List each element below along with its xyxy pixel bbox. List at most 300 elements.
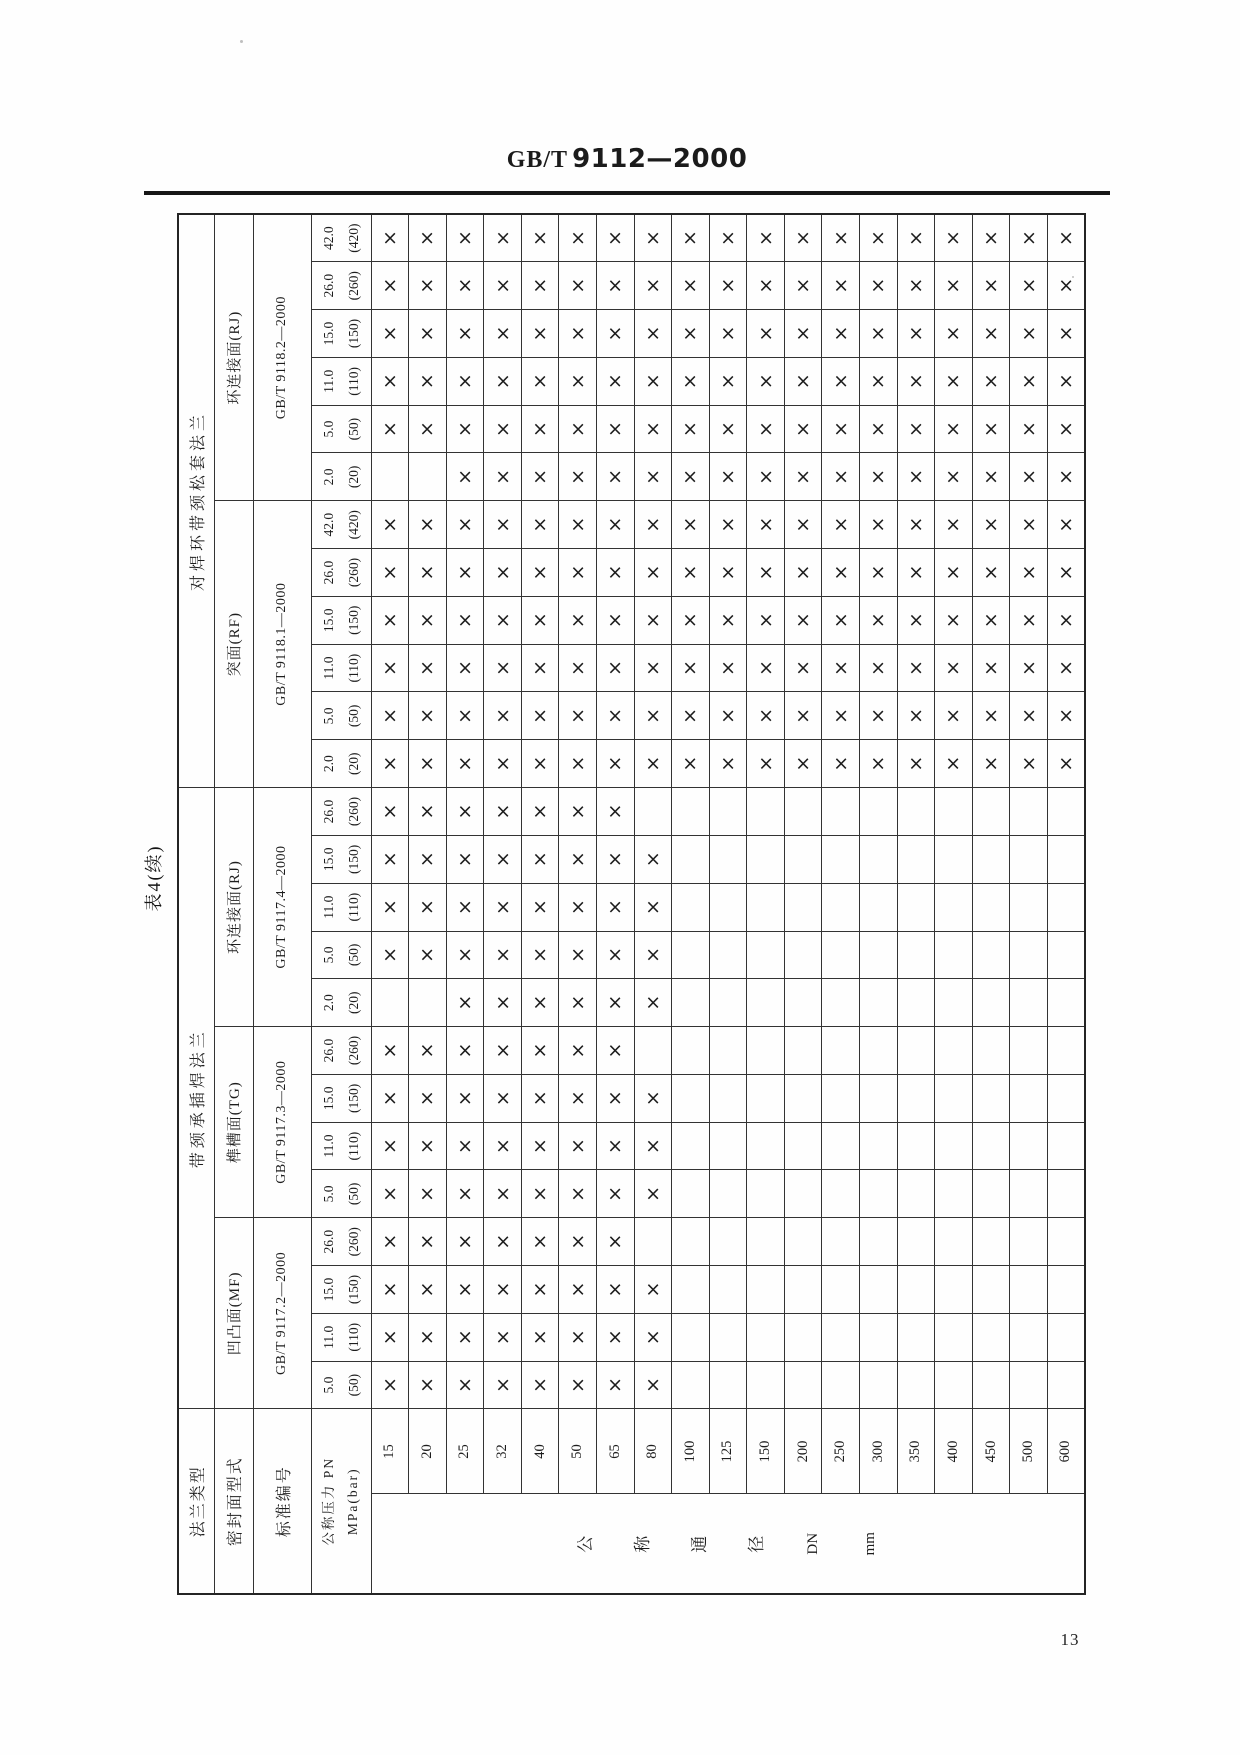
availability-mark-cell: × [371,931,409,979]
availability-mark-cell: × [784,596,822,644]
availability-mark-cell: × [484,1313,522,1361]
availability-empty-cell [371,979,409,1027]
availability-empty-cell [747,835,785,883]
pressure-value-line: 2.0 [321,755,336,773]
availability-mark-cell: × [596,1170,634,1218]
availability-mark-cell: × [371,883,409,931]
dn-value-cell: 50 [559,1409,597,1494]
availability-mark-cell: × [596,262,634,310]
dn-value-cell: 125 [709,1409,747,1494]
pressure-value-line: (150) [346,1083,361,1113]
availability-mark-cell: × [784,262,822,310]
availability-mark-cell: × [521,214,559,262]
availability-empty-cell [1010,1074,1048,1122]
availability-mark-cell: × [484,549,522,597]
availability-empty-cell [972,1313,1010,1361]
availability-empty-cell [860,931,898,979]
pressure-value-cell [311,644,371,692]
availability-mark-cell: × [634,214,672,262]
availability-mark-cell: × [596,405,634,453]
availability-mark-cell: × [822,740,860,788]
pressure-value-cell [311,501,371,549]
pressure-value-line: (20) [346,465,361,489]
availability-empty-cell [1047,1218,1085,1266]
availability-empty-cell [784,979,822,1027]
availability-mark-cell: × [709,740,747,788]
availability-mark-cell: × [822,214,860,262]
pressure-value-line: (260) [346,796,361,827]
availability-mark-cell: × [409,549,447,597]
availability-empty-cell [1010,931,1048,979]
availability-mark-cell: × [747,310,785,358]
availability-mark-cell: × [897,357,935,405]
availability-mark-cell: × [521,931,559,979]
pressure-value-cell [311,1266,371,1314]
table-row [178,214,214,1594]
availability-empty-cell [747,1361,785,1409]
availability-mark-cell: × [634,310,672,358]
availability-mark-cell: × [521,835,559,883]
availability-mark-cell: × [484,979,522,1027]
availability-empty-cell [672,1266,710,1314]
availability-mark-cell: × [521,883,559,931]
availability-empty-cell [672,979,710,1027]
facing-0: 凹凸面(MF) [214,1218,253,1409]
availability-mark-cell: × [1010,692,1048,740]
availability-empty-cell [784,883,822,931]
pressure-value-line: 11.0 [321,369,336,393]
table-row [972,214,1010,1594]
availability-mark-cell: × [484,501,522,549]
pressure-value-line: 11.0 [321,1134,336,1158]
availability-mark-cell: × [484,1361,522,1409]
availability-mark-cell: × [972,596,1010,644]
availability-empty-cell [784,1074,822,1122]
availability-empty-cell [1047,1170,1085,1218]
availability-mark-cell: × [935,596,973,644]
availability-mark-cell: × [596,740,634,788]
availability-mark-cell: × [371,405,409,453]
availability-empty-cell [897,1266,935,1314]
availability-empty-cell [747,883,785,931]
availability-mark-cell: × [559,1266,597,1314]
availability-mark-cell: × [409,1170,447,1218]
availability-mark-cell: × [672,549,710,597]
availability-mark-cell: × [935,214,973,262]
availability-mark-cell: × [1010,405,1048,453]
availability-mark-cell: × [559,644,597,692]
table-row [1010,214,1048,1594]
availability-mark-cell: × [596,596,634,644]
availability-mark-cell: × [521,596,559,644]
pressure-value-line: (50) [346,1373,361,1397]
availability-mark-cell: × [634,931,672,979]
availability-mark-cell: × [596,310,634,358]
availability-mark-cell: × [484,835,522,883]
availability-empty-cell [972,1074,1010,1122]
availability-empty-cell [822,1266,860,1314]
availability-empty-cell [822,788,860,836]
availability-mark-cell: × [1010,740,1048,788]
availability-mark-cell: × [634,1122,672,1170]
availability-empty-cell [1010,1266,1048,1314]
availability-mark-cell: × [897,262,935,310]
availability-empty-cell [935,979,973,1027]
availability-mark-cell: × [935,453,973,501]
availability-empty-cell [709,1122,747,1170]
availability-mark-cell: × [446,357,484,405]
availability-mark-cell: × [709,262,747,310]
availability-mark-cell: × [784,692,822,740]
rotated-table-area [140,215,1084,1595]
availability-empty-cell [1047,788,1085,836]
availability-empty-cell [672,1027,710,1075]
availability-empty-cell [1047,1361,1085,1409]
availability-mark-cell: × [672,214,710,262]
availability-mark-cell: × [860,501,898,549]
availability-mark-cell: × [747,692,785,740]
dn-value-cell: 400 [935,1409,973,1494]
availability-mark-cell: × [709,644,747,692]
availability-empty-cell [409,979,447,1027]
availability-empty-cell [822,1361,860,1409]
availability-empty-cell [935,1074,973,1122]
availability-mark-cell: × [559,931,597,979]
pressure-value-cell [311,310,371,358]
availability-mark-cell: × [409,692,447,740]
availability-mark-cell: × [484,692,522,740]
availability-empty-cell [1010,979,1048,1027]
availability-mark-cell: × [371,549,409,597]
availability-mark-cell: × [1047,740,1085,788]
table-row [1047,214,1085,1594]
availability-empty-cell [1010,1170,1048,1218]
flange-group-1: 对焊环带颈松套法兰 [178,214,214,788]
availability-mark-cell: × [409,405,447,453]
availability-mark-cell: × [747,644,785,692]
availability-empty-cell [784,835,822,883]
availability-mark-cell: × [484,596,522,644]
availability-mark-cell: × [371,1074,409,1122]
availability-empty-cell [972,931,1010,979]
availability-mark-cell: × [860,405,898,453]
standard-code-prefix: GB/T [506,147,569,173]
availability-mark-cell: × [972,644,1010,692]
pressure-value-line: 26.0 [321,273,336,298]
availability-mark-cell: × [409,644,447,692]
availability-mark-cell: × [521,501,559,549]
availability-empty-cell [935,1361,973,1409]
availability-mark-cell: × [521,1313,559,1361]
availability-mark-cell: × [784,405,822,453]
pressure-value-line: 11.0 [321,656,336,680]
availability-empty-cell [860,883,898,931]
availability-mark-cell: × [1047,596,1085,644]
availability-mark-cell: × [1047,357,1085,405]
availability-mark-cell: × [634,596,672,644]
availability-mark-cell: × [822,501,860,549]
availability-mark-cell: × [784,357,822,405]
availability-empty-cell [784,1218,822,1266]
pressure-value-line: 5.0 [321,946,336,964]
facing-1: 榫槽面(TG) [214,1027,253,1218]
label-nominal-pressure [311,1409,371,1594]
availability-mark-cell: × [446,596,484,644]
availability-mark-cell: × [634,644,672,692]
availability-mark-cell: × [371,788,409,836]
availability-mark-cell: × [371,214,409,262]
pressure-value-line: (150) [346,605,361,635]
availability-mark-cell: × [634,740,672,788]
page-number: 13 [1060,1630,1080,1649]
availability-mark-cell: × [784,740,822,788]
availability-mark-cell: × [1010,357,1048,405]
availability-mark-cell: × [559,1122,597,1170]
availability-empty-cell [860,1313,898,1361]
pressure-value-line: 26.0 [321,799,336,824]
availability-mark-cell: × [709,214,747,262]
availability-mark-cell: × [784,644,822,692]
availability-mark-cell: × [371,1266,409,1314]
availability-mark-cell: × [709,501,747,549]
availability-mark-cell: × [672,596,710,644]
availability-mark-cell: × [559,979,597,1027]
availability-mark-cell: × [409,1027,447,1075]
availability-mark-cell: × [747,357,785,405]
availability-mark-cell: × [596,692,634,740]
availability-mark-cell: × [672,453,710,501]
availability-empty-cell [972,1027,1010,1075]
pressure-value-line: (420) [346,223,361,253]
pressure-value-cell [311,692,371,740]
availability-mark-cell: × [672,262,710,310]
availability-mark-cell: × [484,740,522,788]
availability-empty-cell [972,979,1010,1027]
availability-mark-cell: × [897,405,935,453]
availability-empty-cell [709,1170,747,1218]
availability-mark-cell: × [446,1170,484,1218]
availability-mark-cell: × [634,1361,672,1409]
availability-empty-cell [897,835,935,883]
availability-mark-cell: × [672,501,710,549]
availability-empty-cell [822,1218,860,1266]
availability-mark-cell: × [521,1122,559,1170]
availability-mark-cell: × [596,644,634,692]
pressure-value-line: (150) [346,318,361,349]
label-flange-type: 法兰类型 [178,1409,214,1594]
availability-empty-cell [897,979,935,1027]
availability-mark-cell: × [972,549,1010,597]
availability-mark-cell: × [709,596,747,644]
nominal-diameter-char: 公 [575,1534,595,1553]
availability-empty-cell [822,1313,860,1361]
availability-empty-cell [935,1170,973,1218]
nominal-diameter-char: mm [861,1532,878,1556]
availability-mark-cell: × [484,405,522,453]
availability-mark-cell: × [484,931,522,979]
availability-empty-cell [672,883,710,931]
pressure-value-cell [311,357,371,405]
availability-mark-cell: × [409,596,447,644]
availability-empty-cell [935,788,973,836]
availability-mark-cell: × [371,1170,409,1218]
availability-empty-cell [972,1218,1010,1266]
availability-mark-cell: × [860,644,898,692]
pressure-value-line: (50) [346,417,361,441]
availability-mark-cell: × [559,405,597,453]
availability-mark-cell: × [1047,405,1085,453]
availability-mark-cell: × [596,453,634,501]
availability-empty-cell [709,1361,747,1409]
availability-mark-cell: × [860,262,898,310]
availability-mark-cell: × [784,310,822,358]
availability-empty-cell [709,979,747,1027]
availability-mark-cell: × [446,1266,484,1314]
availability-mark-cell: × [596,1122,634,1170]
availability-mark-cell: × [521,788,559,836]
availability-mark-cell: × [446,979,484,1027]
availability-mark-cell: × [409,357,447,405]
availability-mark-cell: × [596,979,634,1027]
availability-mark-cell: × [371,835,409,883]
availability-mark-cell: × [860,740,898,788]
availability-mark-cell: × [972,501,1010,549]
availability-mark-cell: × [559,1361,597,1409]
availability-mark-cell: × [409,1074,447,1122]
availability-mark-cell: × [521,1218,559,1266]
availability-mark-cell: × [371,692,409,740]
availability-mark-cell: × [747,262,785,310]
dn-value-cell: 40 [521,1409,559,1494]
availability-empty-cell [822,931,860,979]
availability-empty-cell [747,1122,785,1170]
table-row [634,214,672,1594]
table-row [935,214,973,1594]
availability-mark-cell: × [897,644,935,692]
pressure-value-cell [311,214,371,262]
availability-empty-cell [860,1218,898,1266]
availability-empty-cell [860,979,898,1027]
availability-empty-cell [784,1027,822,1075]
pressure-value-line: (110) [346,366,361,396]
availability-empty-cell [1010,788,1048,836]
availability-empty-cell [860,788,898,836]
availability-mark-cell: × [596,1074,634,1122]
availability-mark-cell: × [371,357,409,405]
availability-empty-cell [672,1218,710,1266]
pressure-value-line: (420) [346,510,361,540]
availability-mark-cell: × [371,501,409,549]
availability-mark-cell: × [935,262,973,310]
nominal-diameter-char: 通 [689,1534,709,1553]
standard-no-4: GB/T 9118.2—2000 [253,214,311,501]
availability-empty-cell [822,979,860,1027]
availability-empty-cell [972,1266,1010,1314]
availability-mark-cell: × [1047,214,1085,262]
pressure-value-cell [311,1122,371,1170]
availability-mark-cell: × [634,405,672,453]
pressure-value-line: (260) [346,1035,361,1066]
availability-mark-cell: × [521,692,559,740]
nominal-diameter-char: 径 [746,1534,766,1553]
pressure-value-line: 15.0 [321,608,336,633]
availability-mark-cell: × [596,549,634,597]
availability-mark-cell: × [897,549,935,597]
pressure-value-line: 42.0 [321,226,336,250]
dn-value-cell: 25 [446,1409,484,1494]
pressure-value-line: 2.0 [321,994,336,1012]
availability-mark-cell: × [559,310,597,358]
availability-mark-cell: × [521,1027,559,1075]
label-facing-type: 密封面型式 [214,1409,253,1594]
dn-value-cell: 32 [484,1409,522,1494]
pressure-value-line: (110) [346,1322,361,1352]
pressure-value-cell [311,549,371,597]
availability-mark-cell: × [709,357,747,405]
availability-empty-cell [747,1218,785,1266]
availability-mark-cell: × [559,214,597,262]
scan-speck [1072,276,1074,278]
label-nominal-pressure-line: 公称压力 PN [321,1456,336,1546]
availability-mark-cell: × [484,357,522,405]
availability-mark-cell: × [409,1266,447,1314]
dn-value-cell: 65 [596,1409,634,1494]
availability-mark-cell: × [371,1313,409,1361]
availability-mark-cell: × [484,1218,522,1266]
availability-mark-cell: × [409,931,447,979]
availability-mark-cell: × [634,1266,672,1314]
availability-mark-cell: × [559,549,597,597]
availability-mark-cell: × [446,214,484,262]
availability-mark-cell: × [446,644,484,692]
availability-mark-cell: × [409,1218,447,1266]
availability-mark-cell: × [784,501,822,549]
availability-empty-cell [860,1074,898,1122]
availability-empty-cell [672,788,710,836]
availability-empty-cell [672,1361,710,1409]
availability-empty-cell [1047,1266,1085,1314]
availability-mark-cell: × [484,310,522,358]
availability-mark-cell: × [709,549,747,597]
availability-empty-cell [1047,1313,1085,1361]
pressure-value-line: (50) [346,1182,361,1206]
availability-empty-cell [1010,1361,1048,1409]
document-header [144,144,1110,174]
availability-mark-cell: × [596,788,634,836]
availability-mark-cell: × [972,740,1010,788]
availability-mark-cell: × [822,549,860,597]
pressure-value-line: 15.0 [321,321,336,346]
availability-mark-cell: × [521,644,559,692]
availability-empty-cell [672,1074,710,1122]
availability-mark-cell: × [1010,214,1048,262]
standard-no-3: GB/T 9118.1—2000 [253,501,311,788]
availability-mark-cell: × [972,405,1010,453]
availability-mark-cell: × [521,549,559,597]
header-rule [144,191,1110,195]
availability-empty-cell [860,1361,898,1409]
availability-mark-cell: × [521,1266,559,1314]
availability-mark-cell: × [672,357,710,405]
availability-mark-cell: × [634,1170,672,1218]
availability-mark-cell: × [409,1313,447,1361]
availability-empty-cell [822,835,860,883]
availability-mark-cell: × [521,1170,559,1218]
availability-mark-cell: × [371,644,409,692]
availability-empty-cell [747,1074,785,1122]
availability-empty-cell [897,1361,935,1409]
availability-mark-cell: × [897,214,935,262]
